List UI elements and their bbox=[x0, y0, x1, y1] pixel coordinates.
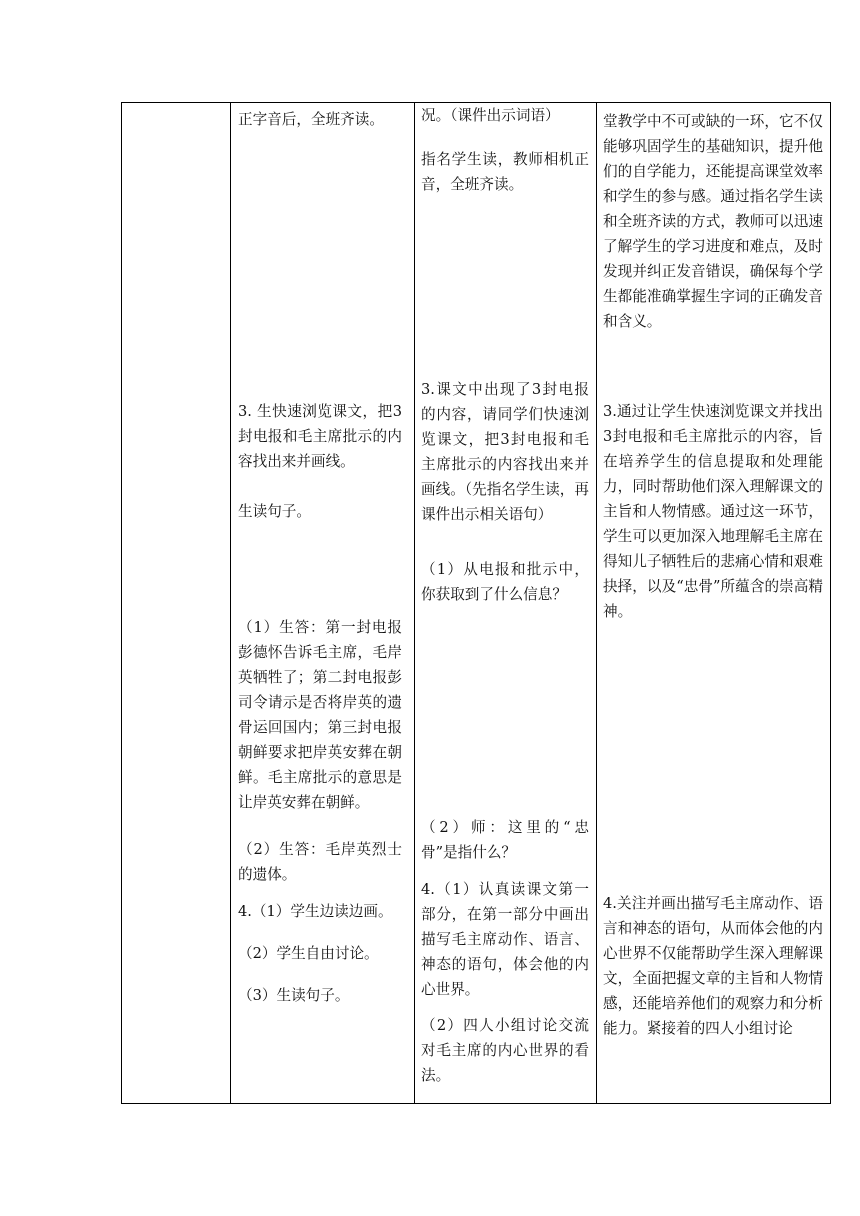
student-text: 生读句子。 bbox=[238, 503, 311, 520]
table-cell-design-intent bbox=[596, 103, 832, 1103]
design-text: 4.关注并画出描写毛主席动作、语言和神态的语句，从而体会他的内心世界不仅能帮助学生深入理解课文，全面把握文章的主旨和人物情感，还能培养他们的观察力和分析能力。紧接着的四人小组讨论 bbox=[603, 895, 823, 1037]
student-text: 3. 生快速浏览课文，把3封电报和毛主席批示的内容找出来并画线。 bbox=[238, 403, 402, 470]
student-text: （2）生答：毛岸英烈士的遗体。 bbox=[238, 841, 402, 883]
table-cell-teacher-activity bbox=[414, 103, 596, 1103]
teacher-text: （2）四人小组讨论交流对毛主席的内心世界的看法。 bbox=[421, 1017, 589, 1084]
student-text: （2）学生自由讨论。 bbox=[238, 945, 379, 962]
teacher-text: 指名学生读，教师相机正音，全班齐读。 bbox=[421, 151, 589, 193]
teacher-text: 况。（课件出示词语） bbox=[421, 107, 560, 124]
teacher-text: 3.课文中出现了3封电报的内容，请同学们快速浏览课文，把3封电报和毛主席批示的内容找出来并画线。（先指名学生读，再课件出示相关语句） bbox=[421, 381, 589, 523]
teacher-text: （1）从电报和批示中，你获取到了什么信息？ bbox=[421, 561, 589, 603]
student-text: 正字音后，全班齐读。 bbox=[238, 111, 384, 128]
student-text: 4.（1）学生边读边画。 bbox=[238, 903, 393, 920]
table-cell-col1 bbox=[122, 103, 230, 1103]
table-cell-student-activity bbox=[230, 103, 414, 1103]
student-text: （1）生答：第一封电报彭德怀告诉毛主席，毛岸英牺牲了；第二封电报彭司令请示是否将岸英的遗骨运回国内；第三封电报朝鲜要求把岸英安葬在朝鲜。毛主席批示的意思是让岸英安葬在朝鲜。 bbox=[238, 619, 402, 811]
student-text: （3）生读句子。 bbox=[238, 987, 350, 1004]
design-text: 3.通过让学生快速浏览课文并找出3封电报和毛主席批示的内容，旨在培养学生的信息提取和处理能力，同时帮助他们深入理解课文的主旨和人物情感。通过这一环节，学生可以更加深入地理解毛主席在得知儿子牺牲后的悲痛心情和艰难抉择，以及“忠骨”所蕴含的崇高精神。 bbox=[603, 403, 823, 620]
teacher-text: 4.（1）认真读课文第一部分，在第一部分中画出描写毛主席动作、语言、神态的语句，体会他的内心世界。 bbox=[421, 881, 589, 998]
design-text: 堂教学中不可或缺的一环，它不仅能够巩固学生的基础知识，提升他们的自学能力，还能提高课堂效率和学生的参与感。通过指名学生读和全班齐读的方式，教师可以迅速了解学生的学习进度和难点，及时发现并纠正发音错误，确保每个学生都能准确掌握生字词的正确发音和含义。 bbox=[603, 113, 823, 330]
lesson-plan-table bbox=[121, 102, 831, 1104]
teacher-text: （2）师：这里的“忠骨”是指什么？ bbox=[421, 819, 589, 861]
